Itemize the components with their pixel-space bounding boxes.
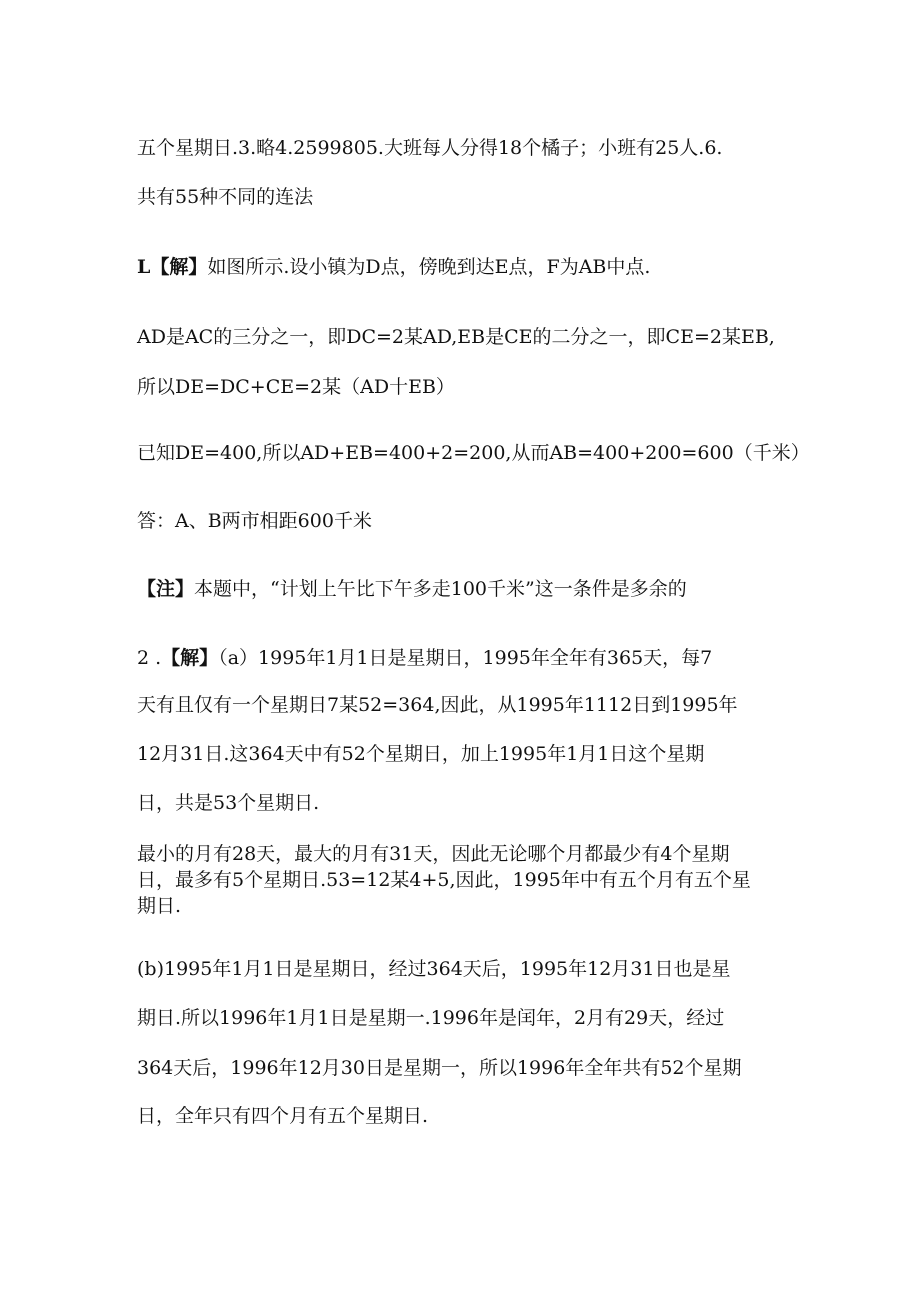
note-text: 本题中，“计划上午比下午多走100千米”这一条件是多余的 bbox=[194, 578, 687, 600]
text-line-13: 最小的月有28天，最大的月有31天，因此无论哪个月都最少有4个星期 bbox=[137, 843, 730, 865]
text-line-16: (b)1995年1月1日是星期日，经过364天后，1995年12月31日也是星 bbox=[137, 958, 731, 980]
solution-2-text: （a）1995年1月1日是星期日，1995年全年有365天，每7 bbox=[218, 647, 713, 669]
solution-2-intro bbox=[137, 646, 712, 670]
text-line-11: 12月31日.这364天中有52个星期日，加上1995年1月1日这个星期 bbox=[137, 743, 705, 765]
solution-1-intro bbox=[137, 255, 650, 279]
text-line-5: 所以DE=DC+CE=2某（AD十EB） bbox=[137, 376, 455, 398]
text-line-1: 五个星期日.3.略4.2599805.大班每人分得18个橘子；小班有25人.6. bbox=[137, 137, 723, 159]
text-line-19: 日，全年只有四个月有五个星期日. bbox=[137, 1105, 429, 1127]
text-line-10: 天有且仅有一个星期日7某52=364,因此，从1995年1112日到1995年 bbox=[137, 694, 738, 716]
text-line-18: 364天后，1996年12月30日是星期一，所以1996年全年共有52个星期 bbox=[137, 1057, 742, 1079]
text-line-2: 共有55种不同的连法 bbox=[137, 186, 314, 208]
text-line-4: AD是AC的三分之一，即DC=2某AD,EB是CE的二分之一，即CE=2某EB, bbox=[137, 326, 775, 348]
text-line-6: 已知DE=400,所以AD+EB=400+2=200,从而AB=400+200=600（千米） bbox=[137, 442, 810, 464]
solution-2-number: 2 . bbox=[137, 647, 162, 669]
text-line-12: 日，共是53个星期日. bbox=[137, 792, 320, 814]
note-heading: 【注】 bbox=[137, 578, 195, 600]
text-line-15: 期日. bbox=[137, 895, 182, 917]
text-line-17: 期日.所以1996年1月1日是星期一.1996年是闰年，2月有29天，经过 bbox=[137, 1007, 725, 1029]
note-line bbox=[137, 577, 687, 601]
solution-heading: L【解】 bbox=[137, 256, 208, 278]
text-line-14: 日，最多有5个星期日.53=12某4+5,因此，1995年中有五个月有五个星 bbox=[137, 869, 751, 891]
solution-text: 如图所示.设小镇为D点，傍晚到达E点，F为AB中点. bbox=[207, 256, 651, 278]
answer-line: 答：A、B两市相距600千米 bbox=[137, 510, 372, 532]
solution-2-heading: 【解】 bbox=[161, 647, 219, 669]
